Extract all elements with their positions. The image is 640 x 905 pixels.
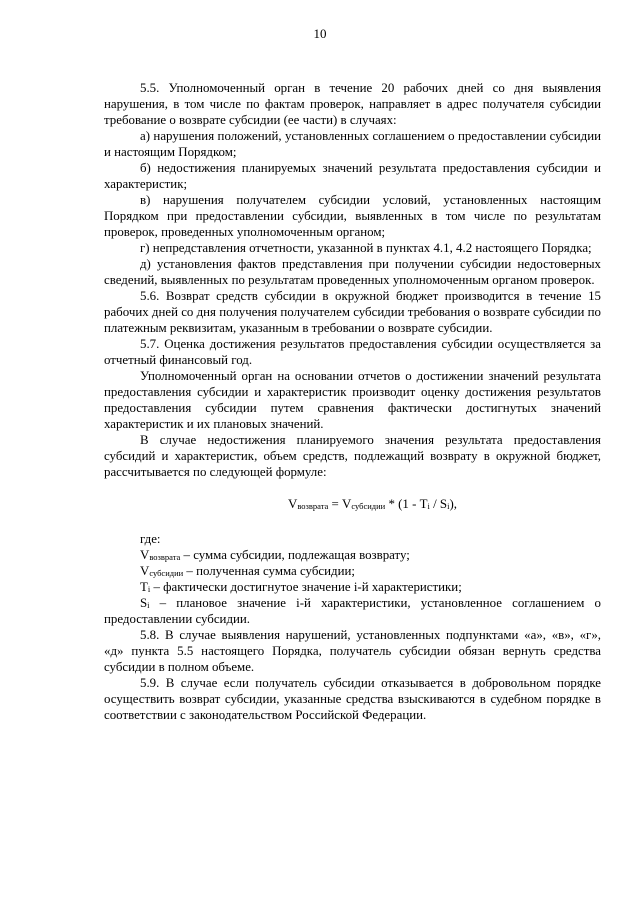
def-text: – сумма субсидии, подлежащая возврату; [180,548,410,562]
paragraph-5-7: 5.7. Оценка достижения результатов предоставления субсидии осуществляется за отчетный финансовый год. [104,337,601,367]
list-item-g: г) непредставления отчетности, указанной в пунктах 4.1, 4.2 настоящего Порядка; [140,241,592,255]
formula-end: ), [449,497,457,511]
def-subscript: i [147,600,150,610]
def-symbol: T [140,580,148,594]
paragraph-assessment: Уполномоченный орган на основании отчетов о достижении значений результата предоставления субсидии и характеристик производит оценку достижения результатов предоставления субсидии путем сравнения фактически достигнутых значений характеристик и их плановых значений. [104,369,601,431]
paragraph-5-8: 5.8. В случае выявления нарушений, установленных подпунктами «а», «в», «г», «д» пункта 5.5 настоящего Порядка, получатель субсидии обязан вернуть средства субсидии в полном объеме. [104,628,601,674]
formula-slash: / S [429,497,448,511]
document-body [104,80,601,723]
formula-mid: * (1 - T [385,497,428,511]
paragraph-5-6: 5.6. Возврат средств субсидии в окружной бюджет производится в течение 15 рабочих дней со дня получения получателем субсидии требования о возврате субсидии по платежным реквизитам, указанным в требовании о возврате субсидии. [104,289,601,335]
list-item-d: д) установления фактов представления при получении субсидии недостоверных сведений, выявленных по результатам проведенных уполномоченным органом проверок. [104,257,601,287]
definition-t [104,579,601,595]
definition-v-return [104,547,601,563]
formula-v-return: V [288,497,298,511]
def-text: – фактически достигнутое значение i-й характеристики; [150,580,462,594]
def-text: – плановое значение i-й характеристики, установленное соглашением о предоставлении субсидии. [104,596,601,626]
list-item-v: в) нарушения получателем субсидии условий, установленных настоящим Порядком при предоставлении субсидии, выявленных в том числе по результатам проверок, проведенных уполномоченным органом; [104,193,601,239]
list-item-a: а) нарушения положений, установленных соглашением о предоставлении субсидии и настоящим Порядком; [104,129,601,159]
def-subscript: субсидии [149,568,184,578]
list-item-b: б) недостижения планируемых значений результата предоставления субсидии и характеристик; [104,161,601,191]
def-text: – полученная сумма субсидии; [183,564,355,578]
page-number: 10 [313,26,327,41]
paragraph-5-5: 5.5. Уполномоченный орган в течение 20 рабочих дней со дня выявления нарушения, в том числе по фактам проверок, направляет в адрес получателя субсидии требование о возврате субсидии (ее части) в случаях: [104,81,601,127]
paragraph-5-9: 5.9. В случае если получатель субсидии отказывается в добровольном порядке осуществить возврат субсидии, указанные средства взыскиваются в судебном порядке в соответствии с законодательством Российской Федерации. [104,676,601,722]
def-symbol: V [140,548,150,562]
return-formula [104,496,601,512]
formula-sub-subsidy: субсидии [351,501,386,511]
formula-sub-s: i [447,501,450,511]
definition-s [104,595,601,627]
def-symbol: S [140,596,148,610]
definition-v-subsidy [104,563,601,579]
def-symbol: V [140,564,150,578]
formula-equals: = [328,497,343,511]
formula-v-subsidy: V [342,497,352,511]
formula-sub-t: i [427,501,430,511]
def-subscript: возврата [149,552,181,562]
where-label: где: [140,532,161,546]
paragraph-formula-intro: В случае недостижения планируемого значения результата предоставления субсидий и характеристик, объем средств, подлежащий возврату в окружной бюджет, рассчитывается по следующей формуле: [104,433,601,479]
def-subscript: i [147,584,151,594]
formula-sub-return: возврата [297,501,329,511]
